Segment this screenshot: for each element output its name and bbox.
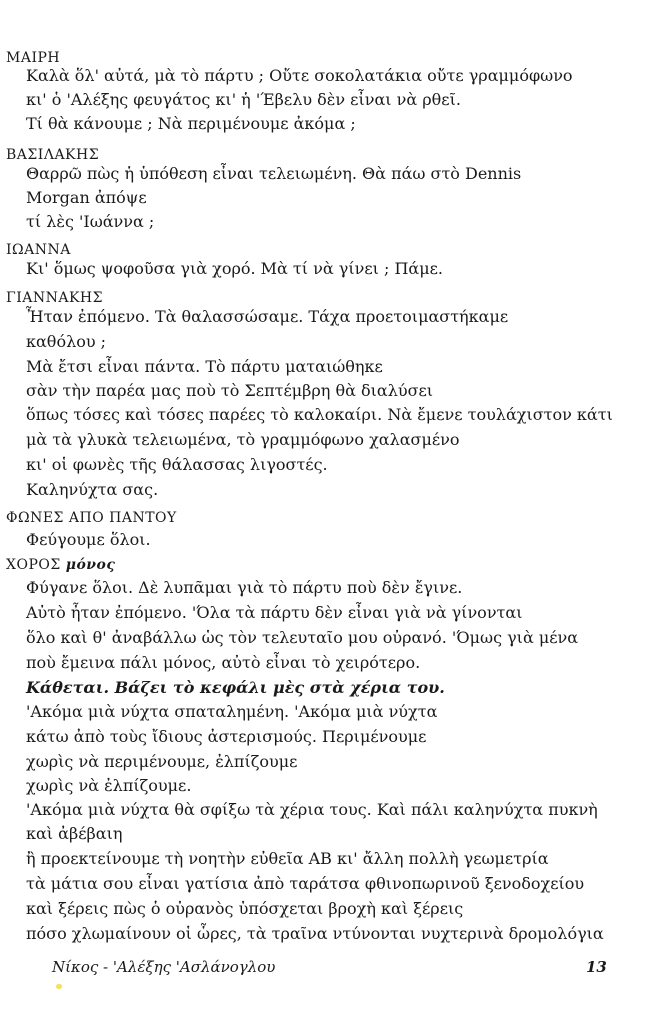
verse-line: Morgan ἀπόψε: [26, 188, 147, 207]
verse-line: μὰ τὰ γλυκὰ τελειωμένα, τὸ γραμμόφωνο χαλασμένο: [26, 430, 460, 449]
verse-line: κι' οἱ φωνὲς τῆς θάλασσας λιγοστές.: [26, 455, 328, 474]
verse-line: Φύγανε ὅλοι. Δὲ λυπᾶμαι γιὰ τὸ πάρτυ ποὺ δὲν ἔγινε.: [26, 578, 463, 597]
verse-line: καθόλου ;: [26, 332, 107, 351]
verse-line: ποὺ ἔμεινα πάλι μόνος, αὐτὸ εἶναι τὸ χειρότερο.: [26, 653, 421, 672]
verse-line: κάτω ἀπὸ τοὺς ἴδιους ἀστερισμούς. Περιμένουμε: [26, 727, 427, 746]
verse-line: Μὰ ἔτσι εἶναι πάντα. Τὸ πάρτυ ματαιώθηκε: [26, 357, 383, 376]
speaker-chorus: [6, 555, 115, 575]
verse-line: Φεύγουμε ὅλοι.: [26, 530, 151, 549]
verse-line: χωρὶς νὰ ἐλπίζουμε.: [26, 776, 192, 795]
verse-line: καὶ ξέρεις πὼς ὁ οὐρανὸς ὑπόσχεται βροχὴ καὶ ξέρεις: [26, 899, 464, 918]
stage-direction: Κάθεται. Βάζει τὸ κεφάλι μὲς στὰ χέρια του.: [26, 678, 445, 697]
verse-line: τί λὲς 'Ιωάννα ;: [26, 212, 155, 231]
verse-line: ἢ προεκτείνουμε τὴ νοητὴν εὐθεῖα ΑΒ κι' ἄλλη πολλὴ γεωμετρία: [26, 849, 549, 868]
verse-line: Καληνύχτα σας.: [26, 480, 159, 499]
verse-line: Ἦταν ἐπόμενο. Τὰ θαλασσώσαμε. Τάχα προετοιμαστήκαμε: [26, 307, 509, 326]
speaker-mairi: ΜΑΙΡΗ: [6, 50, 61, 66]
verse-line: καὶ ἀβέβαιη: [26, 824, 123, 843]
verse-line: 'Ακόμα μιὰ νύχτα θὰ σφίξω τὰ χέρια τους. Καὶ πάλι καληνύχτα πυκνὴ: [26, 800, 598, 819]
verse-line: σὰν τὴν παρέα μας ποὺ τὸ Σεπτέμβρη θὰ διαλύσει: [26, 381, 434, 400]
footer-author: Νίκος - 'Αλέξης 'Ασλάνογλου: [52, 958, 276, 976]
speaker-chorus-name: ΧΟΡΟΣ: [6, 557, 61, 573]
verse-line: Αὐτὸ ἦταν ἐπόμενο. 'Όλα τὰ πάρτυ δὲν εἶναι γιὰ νὰ γίνονται: [26, 603, 523, 622]
verse-line: χωρὶς νὰ περιμένουμε, ἐλπίζουμε: [26, 752, 298, 771]
speaker-ioanna: ΙΩΑΝΝΑ: [6, 242, 71, 258]
verse-line: ὅλο καὶ θ' ἀναβάλλω ὡς τὸν τελευταῖο μου οὐρανό. 'Όμως γιὰ μένα: [26, 628, 579, 647]
speaker-giannakis: ΓΙΑΝΝΑΚΗΣ: [6, 290, 104, 306]
verse-line: πόσο χλωμαίνουν οἱ ὧρες, τὰ τραῖνα ντύνονται νυχτερινὰ δρομολόγια: [26, 924, 604, 943]
verse-line: Κι' ὅμως ψοφοῦσα γιὰ χορό. Μὰ τί νὰ γίνει ; Πάμε.: [26, 259, 443, 278]
verse-line: ὅπως τόσες καὶ τόσες παρέες τὸ καλοκαίρι. Νὰ ἔμενε τουλάχιστον κάτι: [26, 405, 613, 424]
verse-line: κι' ὁ 'Αλέξης φευγάτος κι' ἡ 'Έβελυ δὲν εἶναι νὰ ρθεῖ.: [26, 90, 461, 109]
verse-line: 'Ακόμα μιὰ νύχτα σπαταλημένη. 'Ακόμα μιὰ νύχτα: [26, 702, 438, 721]
verse-line: Τί θὰ κάνουμε ; Νὰ περιμένουμε ἀκόμα ;: [26, 114, 356, 133]
page-number: 13: [586, 958, 607, 976]
highlight-mark: [56, 984, 62, 989]
speaker-voices: ΦΩΝΕΣ ΑΠΟ ΠΑΝΤΟΥ: [6, 510, 177, 526]
verse-line: τὰ μάτια σου εἶναι γατίσια ἀπὸ ταράτσα φθινοπωρινοῦ ξενοδοχείου: [26, 874, 585, 893]
verse-line: Θαρρῶ πὼς ἡ ὑπόθεση εἶναι τελειωμένη. Θὰ πάω στὸ Dennis: [26, 164, 522, 183]
verse-line: Καλὰ ὅλ' αὐτά, μὰ τὸ πάρτυ ; Οὔτε σοκολατάκια οὔτε γραμμόφωνο: [26, 66, 573, 85]
speaker-vasilakis: ΒΑΣΙΛΑΚΗΣ: [6, 147, 100, 163]
stage-direction-alone: μόνος: [65, 557, 116, 573]
